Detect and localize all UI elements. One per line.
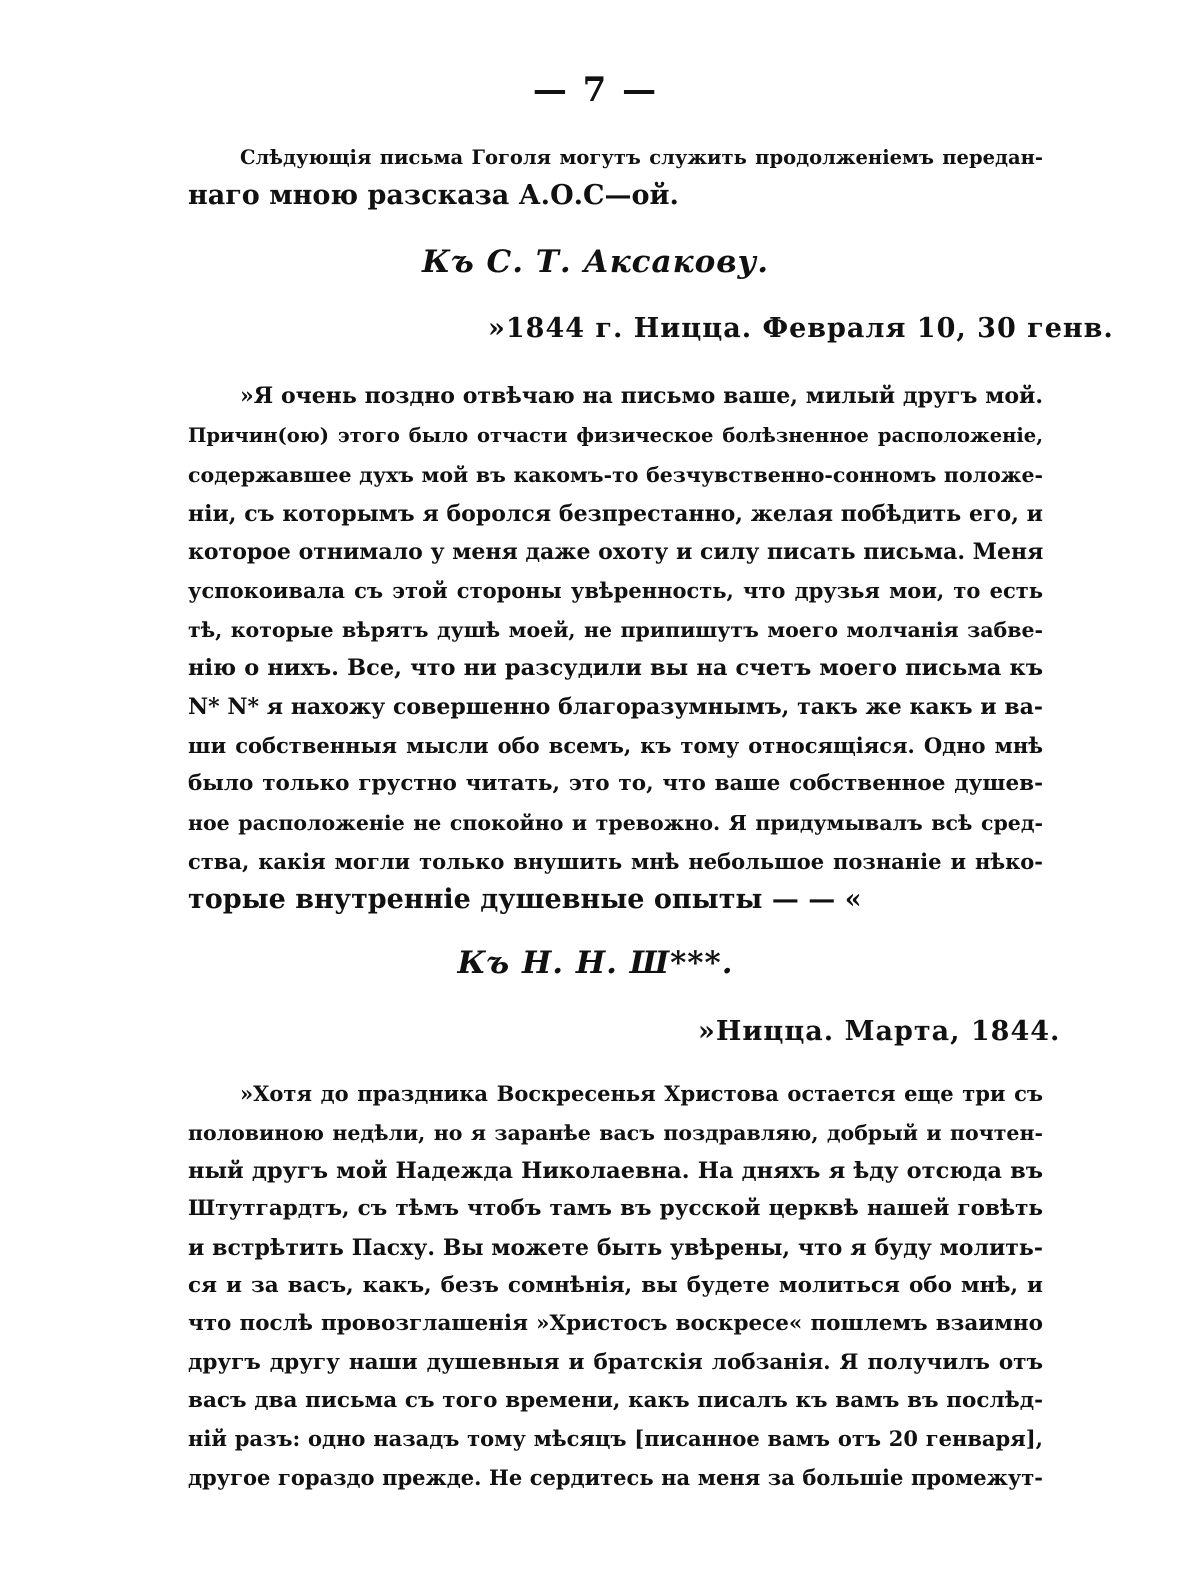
- letter-line: содержавшее духъ мой въ какомъ-то безчувственно-сонномъ положе-: [188, 463, 1043, 487]
- letter-line: Штутгардтъ, съ тѣмъ чтобъ тамъ въ русской церквѣ нашей говѣть: [188, 1196, 1043, 1221]
- letter-line: ства, какія могли только внушить мнѣ небольшое познаніе и нѣко-: [188, 849, 1043, 874]
- letter-line: было только грустно читать, это то, что ваше собственное душев-: [188, 771, 1043, 796]
- letter-line: нію о нихъ. Все, что ни разсудили вы на счетъ моего письма къ: [188, 655, 1043, 681]
- letter-line: ный другъ мой Надежда Николаевна. На дняхъ я ѣду отсюда въ: [188, 1158, 1043, 1184]
- letter-line: ши собственныя мысли обо всемъ, къ тому относящіяся. Одно мнѣ: [188, 733, 1043, 758]
- letter-line: которое отнимало у меня даже охоту и силу писать письма. Меня: [188, 539, 1044, 565]
- letter-line: что послѣ провозглашенія »Христосъ воскресе« пошлемъ взаимно: [188, 1311, 1043, 1336]
- letter-line: другое гораздо прежде. Не сердитесь на меня за большіе промежут-: [188, 1465, 1043, 1490]
- letter-line: Причин(ою) этого было отчасти физическое болѣзненное расположеніе,: [188, 424, 1043, 447]
- letter-line: и встрѣтить Пасху. Вы можете быть увѣрены, что я буду молить-: [188, 1235, 1043, 1261]
- letter-line: »Хотя до праздника Воскресенья Христова остается еще три съ: [240, 1081, 1043, 1106]
- letter-line: ное расположеніе не спокойно и тревожно. Я придумывалъ всѣ сред-: [188, 811, 1043, 835]
- letter-dateline: »Ницца. Марта, 1844.: [698, 1016, 1061, 1047]
- letter-line: половиною недѣли, но я заранѣе васъ поздравляю, добрый и почтен-: [188, 1121, 1043, 1145]
- letter-line: »Я очень поздно отвѣчаю на письмо ваше, милый другъ мой.: [240, 383, 1043, 409]
- letter-heading: Къ С. Т. Аксакову.: [422, 244, 769, 280]
- letter-line: ній разъ: одно назадъ тому мѣсяцъ [писанное вамъ отъ 20 генваря],: [188, 1426, 1043, 1451]
- letter-line: успокоивала съ этой стороны увѣренность, что друзья мои, то есть: [188, 578, 1043, 603]
- letter-line: тѣ, которые вѣрятъ душѣ моей, не припишутъ моего молчанія забве-: [188, 618, 1043, 642]
- letter-line: N* N* я нахожу совершенно благоразумнымъ, такъ же какъ и ва-: [188, 694, 1043, 720]
- page-number: — 7 —: [532, 70, 659, 110]
- letter-line: торые внутренніе душевные опыты — — «: [188, 884, 862, 915]
- letter-dateline: »1844 г. Ницца. Февраля 10, 30 генв.: [488, 313, 1114, 344]
- letter-heading: Къ Н. Н. Ш***.: [457, 945, 734, 981]
- letter-line: ніи, съ которымъ я боролся безпрестанно, желая побѣдить его, и: [188, 501, 1043, 527]
- letter-line: васъ два письма съ того времени, какъ писалъ къ вамъ въ послѣд-: [188, 1388, 1043, 1413]
- intro-line: наго мною разсказа А.О.С—ой.: [188, 180, 679, 211]
- letter-line: другъ другу наши душевныя и братскія лобзанія. Я получилъ отъ: [188, 1350, 1043, 1375]
- intro-line: Слѣдующія письма Гоголя могутъ служить продолженіемъ передан-: [240, 146, 1043, 169]
- letter-line: ся и за васъ, какъ, безъ сомнѣнія, вы будете молиться обо мнѣ, и: [188, 1273, 1043, 1298]
